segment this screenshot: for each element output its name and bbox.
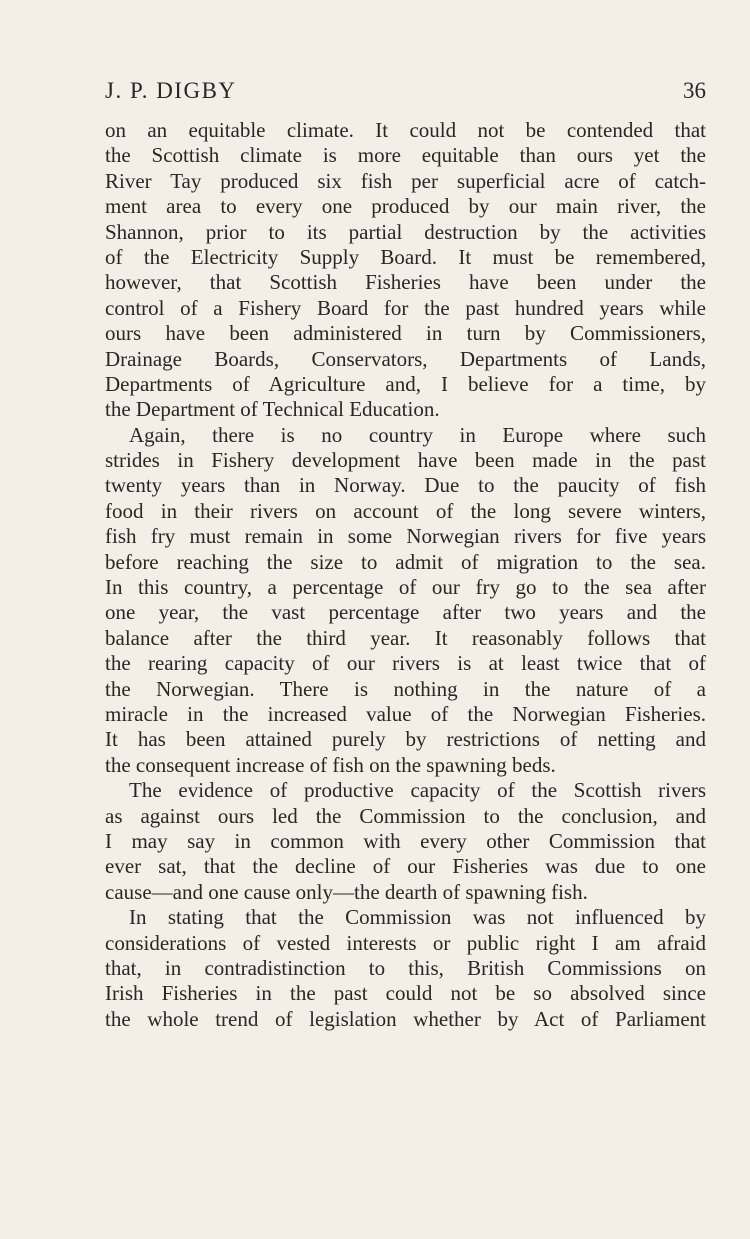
text-line: the Scottish climate is more equitable than ours yet the [105, 143, 706, 168]
text-line: ours have been administered in turn by Commissioners, [105, 321, 706, 346]
text-line: the consequent increase of fish on the spawning beds. [105, 752, 556, 777]
text-line: The evidence of productive capacity of the Scottish rivers [129, 778, 706, 803]
text-line: River Tay produced six fish per superficial acre of catch- [105, 168, 706, 193]
text-line: Irish Fisheries in the past could not be so absolved since [105, 981, 706, 1006]
text-line: It has been attained purely by restrictions of netting and [105, 727, 706, 752]
text-line: twenty years than in Norway. Due to the paucity of fish [105, 473, 706, 498]
text-line: the rearing capacity of our rivers is at least twice that of [105, 651, 706, 676]
running-head [105, 76, 706, 106]
text-line: that, in contradistinction to this, British Commissions on [105, 955, 706, 980]
text-line: cause—and one cause only—the dearth of spawning fish. [105, 879, 588, 904]
text-line: as against ours led the Commission to the conclusion, and [105, 803, 706, 828]
text-line: Again, there is no country in Europe where such [129, 422, 706, 447]
text-line: considerations of vested interests or public right I am afraid [105, 930, 706, 955]
running-head-author: J. P. DIGBY [105, 78, 237, 103]
text-line: before reaching the size to admit of migration to the sea. [105, 549, 706, 574]
text-line: Shannon, prior to its partial destruction by the activities [105, 219, 706, 244]
text-line: the Department of Technical Education. [105, 397, 440, 422]
text-line: balance after the third year. It reasonably follows that [105, 625, 706, 650]
text-line: the Norwegian. There is nothing in the nature of a [105, 676, 706, 701]
text-line: I may say in common with every other Commission that [105, 828, 706, 853]
text-line: ment area to every one produced by our main river, the [105, 194, 706, 219]
text-line: on an equitable climate. It could not be contended that [105, 118, 706, 142]
page-number: 36 [683, 78, 706, 103]
body-text [105, 118, 706, 1032]
text-line: miracle in the increased value of the Norwegian Fisheries. [105, 701, 706, 726]
text-line: ever sat, that the decline of our Fisheries was due to one [105, 854, 706, 879]
text-line: control of a Fishery Board for the past hundred years while [105, 295, 706, 320]
text-line: Departments of Agriculture and, I believe for a time, by [105, 371, 706, 396]
text-line: food in their rivers on account of the long severe winters, [105, 498, 706, 523]
text-line: In this country, a percentage of our fry go to the sea after [105, 575, 706, 600]
text-line: In stating that the Commission was not influenced by [129, 905, 706, 930]
text-line: however, that Scottish Fisheries have been under the [105, 270, 706, 295]
text-line: strides in Fishery development have been made in the past [105, 448, 706, 473]
text-line: the whole trend of legislation whether by Act of Parliament [105, 1006, 706, 1031]
text-line: of the Electricity Supply Board. It must be remembered, [105, 244, 706, 269]
text-line: fish fry must remain in some Norwegian rivers for five years [105, 524, 706, 549]
text-line: one year, the vast percentage after two years and the [105, 600, 706, 625]
text-line: Drainage Boards, Conservators, Departments of Lands, [105, 346, 706, 371]
